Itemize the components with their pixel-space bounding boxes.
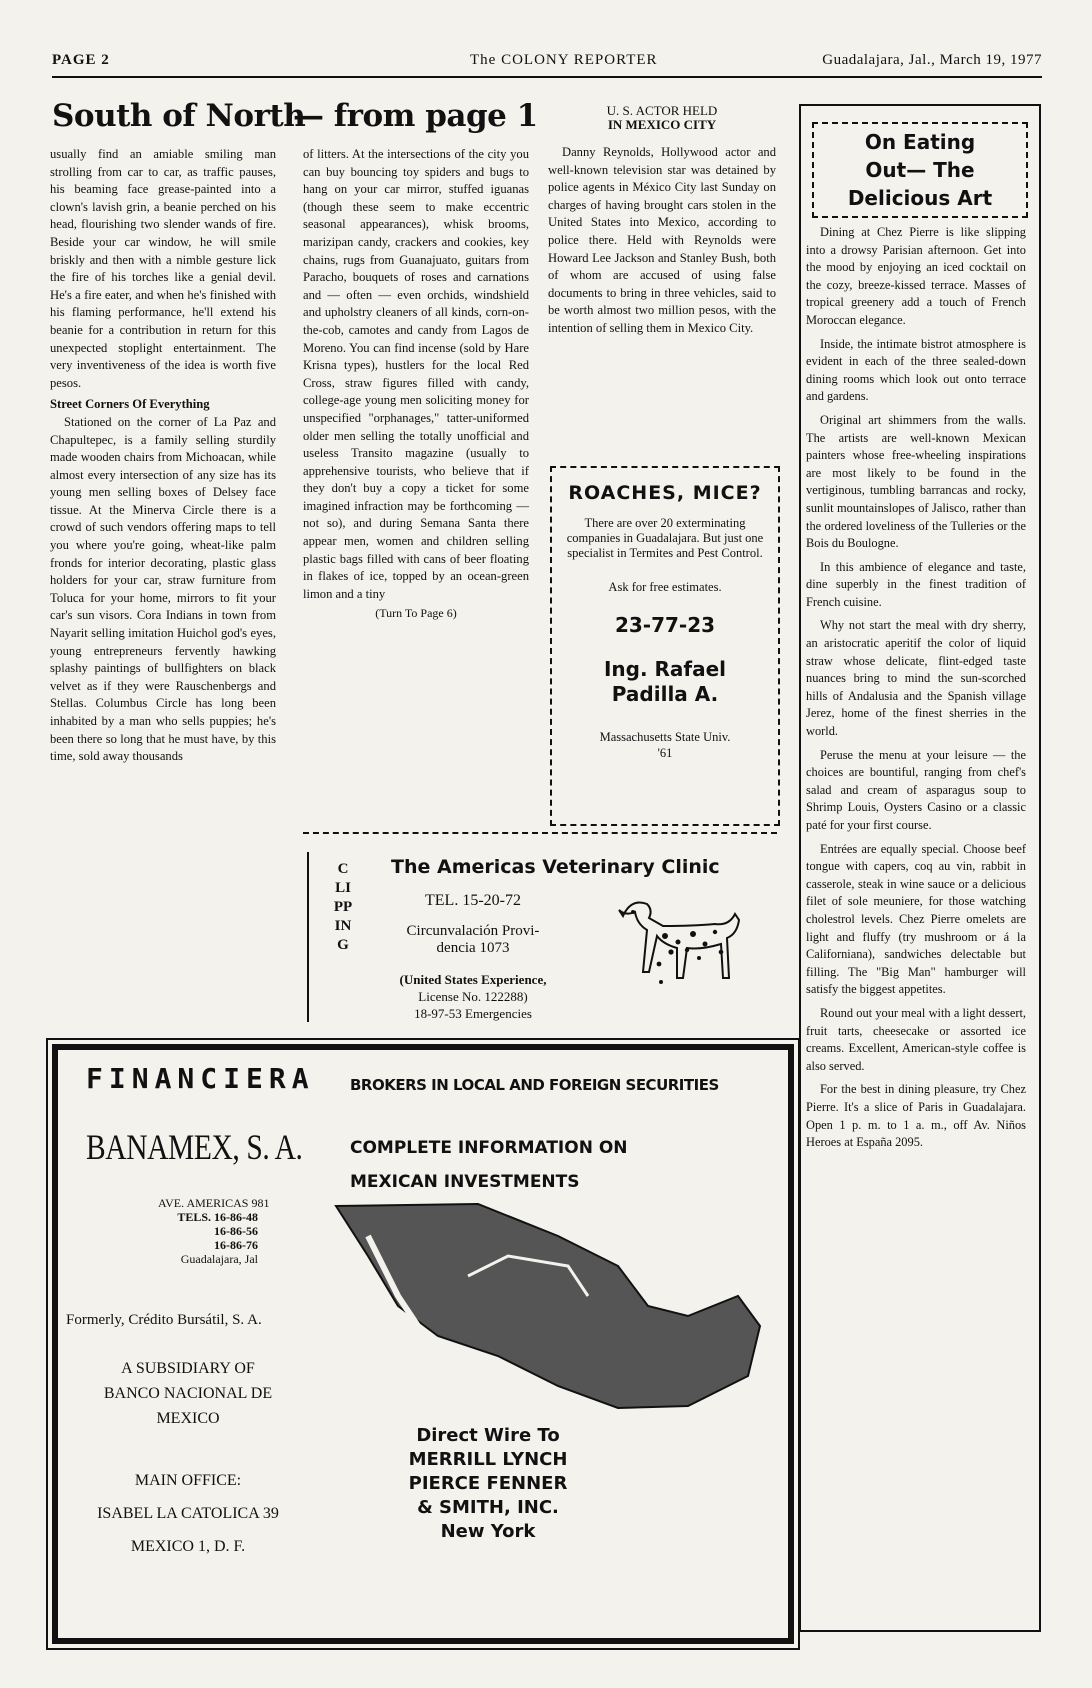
formerly-label: Formerly, Crédito Bursátil, S. A. — [66, 1312, 262, 1328]
vet-ad-divider — [307, 852, 309, 1022]
subsidiary-line-3: MEXICO — [156, 1410, 220, 1427]
article-paragraph: Danny Reynolds, Hollywood actor and well-known television star was detained by police agents in México City last Sunday on charges of having brought cars stolen in the United States into Mexico, according to police there. Held with Reynolds were Howard Lee Jackson and Stanley Bush, both of whom are accused of using false documents to bring in three vehicles, said to be worth almost two million pesos, with the intention of selling them in Mexico City. — [548, 145, 776, 335]
main-office-address: ISABEL LA CATOLICA 39 — [97, 1505, 279, 1522]
complete-info-label: COMPLETE INFORMATION ON — [350, 1138, 628, 1158]
article-column-1 — [50, 146, 276, 766]
banamex-tels-1: TELS. 16-86-48 — [177, 1210, 258, 1224]
subsidiary-line-1: A SUBSIDIARY OF — [121, 1360, 255, 1377]
article-paragraph: Entrées are equally special. Choose beef tongue with capers, coq au vin, rabbit in casserole, steak in wine sauce or a delicious filet of sole meuniere, for those watching cholestrol levels. Chez Pierre omelets are light and fluffy (try mushroom or á la Californiana), sandwiches delectable but filling. The "Big Man" hamburger will satisfy the biggest appetites. — [806, 841, 1026, 997]
direct-wire-block — [368, 1424, 608, 1544]
banamex-city: Guadalajara, Jal — [180, 1252, 258, 1266]
actor-story-body — [548, 144, 776, 338]
direct-wire-line-1: Direct Wire To — [416, 1425, 560, 1446]
article-column-2 — [303, 146, 529, 623]
roaches-name-line-1: Ing. Rafael — [603, 656, 727, 681]
article-paragraph: usually find an amiable smiling man strolling from car to car, as traffic pauses, his beaming face grease-painted into a clown's lavish grin, a beanie perched on his head, flourishing two slender wands of fire. Beside your car window, he will smile briskly and then with a nimble gesture lick the fire of his torches like a genial devil. He's a fire eater, and when he's finished with his flaming performance, he'll extend his beanie for a contribution in return for this unexpected stoplight entertainment. The very inventiveness of the idea is worth five pesos. — [50, 147, 276, 390]
vet-experience: (United States Experience, — [399, 972, 547, 987]
roaches-ad — [550, 466, 780, 826]
eating-out-title-line-2: Out— The — [865, 158, 975, 182]
main-office-block — [68, 1464, 308, 1563]
main-office-label: MAIN OFFICE: — [134, 1472, 242, 1489]
headline-from-page-1: — from page 1 — [293, 98, 538, 134]
eating-out-title-line-3: Delicious Art — [847, 186, 993, 210]
banamex-tels-3: 16-86-76 — [214, 1238, 258, 1252]
banamex-ad — [52, 1044, 794, 1644]
vet-details — [363, 892, 583, 1022]
subsidiary-line-2: BANCO NACIONAL DE — [103, 1385, 273, 1402]
article-paragraph: Why not start the meal with dry sherry, an aristocratic aperitif the color of liquid straw whose delicate, flint-edged taste nuances bring to mind the sun-scorched hills of Andalusia and the Spanish village Jerez, home of the finest sherries in the world. — [806, 618, 1026, 739]
actor-headline-line-1: U. S. ACTOR HELD — [606, 103, 718, 118]
headline-south-of-north: South of North — [52, 98, 306, 134]
roaches-name-line-2: Padilla A. — [611, 681, 719, 706]
article-paragraph: Peruse the menu at your leisure — the choices are bountiful, ranging from chef's salad and cream of asparagus soup to Shrimp Louis, Oysters Casino or a classic paté for your first course. — [806, 747, 1026, 832]
mexico-map-icon — [328, 1196, 768, 1416]
article-paragraph: Inside, the intimate bistrot atmosphere is evident in each of the three sealed-down dining rooms which look out onto terrace and gardens. — [806, 336, 1026, 404]
paper-title: The COLONY REPORTER — [470, 52, 658, 68]
article-paragraph: of litters. At the intersections of the city you can buy bouncing toy spiders and bugs to hang on your car mirror, stuffed iguanas (though these seem to make eccentric seasonal appearances), whisk brooms, marizipan candy, crackers and cookies, key chains, rugs from Guanajuato, guitars from Paracho, bouquets of roses and carnations and — often — even orchids, windshield and upholstry cleaners of all kinds, corn-on-the-cob, camotes and candy from Lagos de Moreno. You can find incense (sold by Hare Krisna types), hustlers for the local Red Cross, straw figures filled with candy, college-age young men soliciting money for unspecified "orphanages," tatter-uniformed older men selling the totally unofficial and useless Transito magazine (usually to apprehensive tourists, who believe that if they don't buy a copy a ticket for some imagined infraction may be forthcoming — not so), and during Semana Santa there appear men, women and children selling plastic bags filled with cans of beer floating in flakes of ice, topped by an ocean-green limon and a tiny — [303, 147, 529, 601]
article-paragraph: For the best in dining pleasure, try Chez Pierre. It's a slice of Paris in Guadalajara. Open 1 p. m. to 1 a. m., off Av. Niños Heroes at España 2095. — [806, 1082, 1026, 1150]
article-paragraph: Stationed on the corner of La Paz and Chapultepec, is a family selling sturdily made wooden chairs from Michoacan, while almost every intersection of any size has its young men selling boxes of Delsey face tissue. At the Minerva Circle there is a crowd of such vendors offering maps to tell you where you're going, wheat-like palm fronds for interior decorating, plastic glass holders for your car, straw furniture from Toluca for your home, mirrors to fit your car's sun visors. Cora Indians in town from Nayarit selling imitation Huichol god's eyes, young entrepreneurs fervently hawking splashy paintings of bullfighters on black velvet as if they were Rauschenbergs and Stellas. Columbus Circle has long been inhabited by a man who sells puppies; he's been there so long that he must have, by this time, sold away thousands — [50, 414, 276, 764]
jump-line: (Turn To Page 6) — [375, 606, 457, 621]
vet-address-1: Circunvalación Provi- — [406, 923, 540, 939]
financiera-label: FINANCIERA — [86, 1062, 315, 1095]
article-paragraph: Dining at Chez Pierre is like slipping into a drowsy Parisian afternoon. Get into the mood by enjoying an iced cocktail on the cozy, breeze-kissed terrace. Masses of tropical greenery add a touch of French Moroccan elegance. — [806, 225, 1026, 327]
vet-ad — [303, 832, 777, 1040]
roaches-name — [552, 657, 778, 707]
dateline: Guadalajara, Jal., March 19, 1977 — [822, 52, 1042, 68]
roaches-estimates: Ask for free estimates. — [608, 580, 722, 594]
roaches-phone: 23-77-23 — [614, 612, 716, 637]
eating-out-title-line-1: On Eating — [864, 130, 976, 154]
vet-title: The Americas Veterinary Clinic — [391, 856, 720, 878]
roaches-school-name: Massachusetts State Univ. — [599, 729, 731, 744]
article-subhead: Street Corners Of Everything — [50, 397, 210, 412]
banamex-address-block — [128, 1196, 328, 1266]
article-paragraph: Round out your meal with a light dessert, fruit tarts, cheesecake or assorted ice creams. Excellent, American-style coffee is also served. — [806, 1005, 1026, 1073]
brokers-label: BROKERS IN LOCAL AND FOREIGN SECURITIES — [350, 1076, 719, 1094]
roaches-title: ROACHES, MICE? — [568, 482, 762, 504]
direct-wire-line-3: PIERCE FENNER — [408, 1473, 568, 1494]
investments-label: MEXICAN INVESTMENTS — [350, 1172, 580, 1192]
actor-headline-line-2: IN MEXICO CITY — [607, 117, 717, 132]
article-paragraph: In this ambience of elegance and taste, dine superbly in the finest tradition of French cuisine. — [806, 559, 1026, 609]
subsidiary-block — [78, 1356, 298, 1431]
direct-wire-line-5: New York — [440, 1521, 536, 1542]
vet-tel: TEL. 15-20-72 — [425, 892, 521, 909]
actor-headline — [548, 104, 776, 132]
eating-out-body — [806, 224, 1026, 1152]
article-paragraph: Original art shimmers from the walls. The artists are well-known Mexican painters whose free-wheeling inspirations are most likely to be found in the vertiginous, tumbling barrancas and rocky, sunlit mountainslopes of Jalisco, rather than the ordered loveliness of the Tulleries or the Bois du Boulogne. — [806, 412, 1026, 551]
masthead — [52, 52, 1042, 74]
vet-address-2: dencia 1073 — [436, 940, 510, 956]
direct-wire-line-2: MERRILL LYNCH — [408, 1449, 568, 1470]
masthead-rule — [52, 76, 1042, 78]
roaches-body: There are over 20 exterminating companies in Guadalajara. But just one specialist in Termites and Pest Control. — [566, 516, 764, 560]
banamex-name: BANAMEX, S. A. — [86, 1127, 303, 1167]
roaches-school-year: '61 — [657, 745, 673, 760]
vet-license: License No. 122288) — [418, 989, 528, 1004]
banamex-ave: AVE. AMERICAS 981 — [158, 1196, 270, 1210]
clipping-vertical-label: CLIPPING — [333, 861, 353, 953]
main-office-city: MEXICO 1, D. F. — [130, 1538, 246, 1555]
eating-out-title — [812, 122, 1028, 218]
page-number: PAGE 2 — [52, 52, 110, 68]
banamex-tels-2: 16-86-56 — [214, 1224, 258, 1238]
vet-emergency: 18-97-53 Emergencies — [414, 1006, 532, 1021]
dalmatian-dog-icon — [603, 886, 753, 1006]
roaches-school — [552, 729, 778, 761]
direct-wire-line-4: & SMITH, INC. — [417, 1497, 559, 1518]
